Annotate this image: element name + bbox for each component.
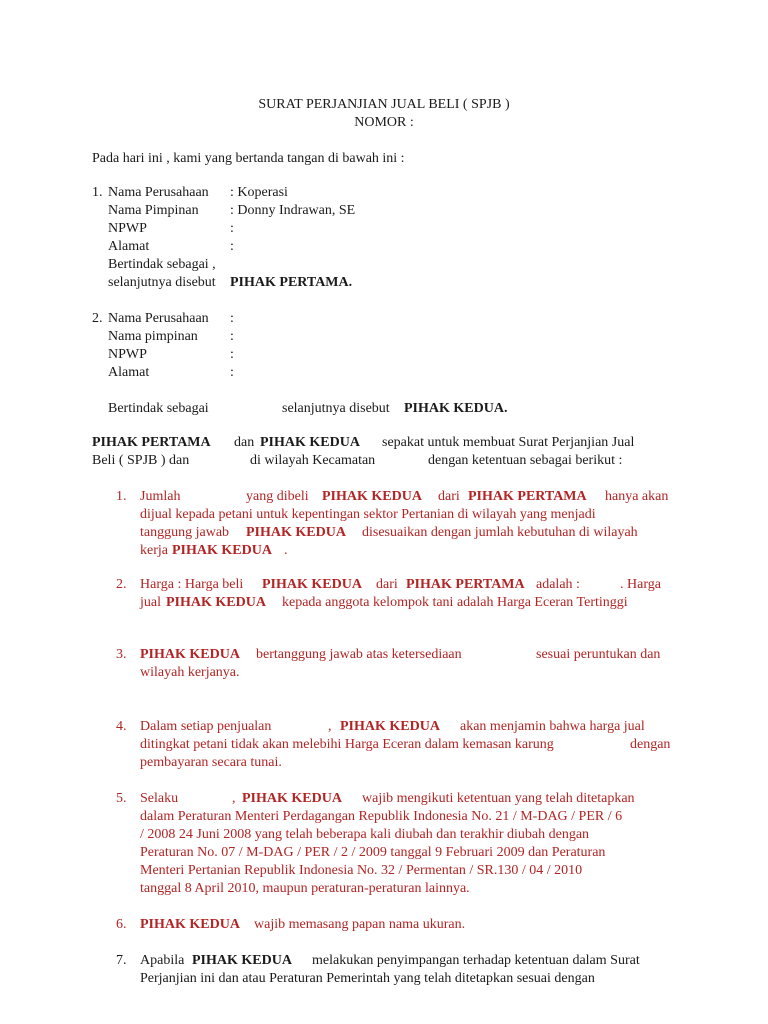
item3-party: PIHAK KEDUA <box>140 647 240 662</box>
item4-party: PIHAK KEDUA <box>340 719 440 734</box>
item1-party: PIHAK PERTAMA <box>468 489 587 504</box>
agreement-dan: dan <box>234 435 255 450</box>
agreement-line2b: di wilayah Kecamatan <box>250 453 376 468</box>
item1-text: . <box>284 543 288 558</box>
party2-role-name: PIHAK KEDUA. <box>404 401 508 416</box>
item4-text: pembayaran secara tunai. <box>140 755 282 770</box>
item1-party: PIHAK KEDUA <box>322 489 422 504</box>
item4-text: dengan <box>630 737 671 752</box>
item1-text: dijual kepada petani untuk kepentingan sektor Pertanian di wilayah yang menjadi <box>140 507 596 522</box>
party1-role-line: Bertindak sebagai , <box>108 257 216 272</box>
party1-label: Nama Perusahaan <box>108 185 209 200</box>
item4-text: Dalam setiap penjualan <box>140 719 272 734</box>
item2-party: PIHAK KEDUA <box>262 577 362 592</box>
party1-role-prefix: selanjutnya disebut <box>108 275 216 290</box>
party2-value: : <box>230 365 234 380</box>
item7-party: PIHAK KEDUA <box>192 953 292 968</box>
item5-text: Peraturan No. 07 / M-DAG / PER / 2 / 2009 tanggal 9 Februari 2009 dan Peraturan <box>140 845 606 860</box>
intro-text: Pada hari ini , kami yang bertanda tangan di bawah ini : <box>92 151 405 166</box>
item5-text: tanggal 8 April 2010, maupun peraturan-peraturan lainnya. <box>140 881 470 896</box>
party1-value: : Koperasi <box>230 185 288 200</box>
item1-text: tanggung jawab <box>140 525 230 540</box>
item2-text: kepada anggota kelompok tani adalah Harga Eceran Tertinggi <box>282 595 628 610</box>
item3-text: sesuai peruntukan dan <box>536 647 661 662</box>
item5-text: wajib mengikuti ketentuan yang telah ditetapkan <box>362 791 635 806</box>
item1-text: hanya akan <box>605 489 669 504</box>
item5-text: / 2008 24 Juni 2008 yang telah beberapa kali diubah dan terakhir diubah dengan <box>140 827 590 842</box>
party2-role-b: selanjutnya disebut <box>282 401 390 416</box>
party1-label: Alamat <box>108 239 150 254</box>
party1-label: Nama Pimpinan <box>108 203 199 218</box>
item1-text: disesuaikan dengan jumlah kebutuhan di wilayah <box>362 525 638 540</box>
item3-text: wilayah kerjanya. <box>140 665 240 680</box>
party1-value: : Donny Indrawan, SE <box>230 203 356 218</box>
item2-party: PIHAK KEDUA <box>166 595 266 610</box>
item2-text: . Harga <box>620 577 661 592</box>
item-number: 5. <box>116 791 127 806</box>
party1-value: : <box>230 239 234 254</box>
item-number: 4. <box>116 719 127 734</box>
item2-text: jual <box>140 595 161 610</box>
party2-label: Nama Perusahaan <box>108 311 209 326</box>
agreement-party2: PIHAK KEDUA <box>260 435 360 450</box>
party1-label: NPWP <box>108 221 147 236</box>
item-number: 7. <box>116 953 127 968</box>
item5-text: Menteri Pertanian Republik Indonesia No. 32 / Permentan / SR.130 / 04 / 2010 <box>140 863 583 878</box>
item5-text: , <box>232 791 236 806</box>
item-number: 6. <box>116 917 127 932</box>
document-title: SURAT PERJANJIAN JUAL BELI ( SPJB ) <box>258 97 510 112</box>
item5-text: Selaku <box>140 791 179 806</box>
party2-label: Alamat <box>108 365 150 380</box>
item1-party: PIHAK KEDUA <box>246 525 346 540</box>
item1-text: yang dibeli <box>246 489 309 504</box>
item7-text: Apabila <box>140 953 185 968</box>
item3-text: bertanggung jawab atas ketersediaan <box>256 647 462 662</box>
item4-text: akan menjamin bahwa harga jual <box>460 719 645 734</box>
document-number: NOMOR : <box>354 115 414 130</box>
item2-text: dari <box>376 577 398 592</box>
item4-text: ditingkat petani tidak akan melebihi Harga Eceran dalam kemasan karung <box>140 737 554 752</box>
party2-value: : <box>230 329 234 344</box>
party2-value: : <box>230 311 234 326</box>
party2-role-a: Bertindak sebagai <box>108 401 209 416</box>
party2-label: Nama pimpinan <box>108 329 198 344</box>
party2-number: 2. <box>92 311 103 326</box>
item6-party: PIHAK KEDUA <box>140 917 240 932</box>
item2-party: PIHAK PERTAMA <box>406 577 525 592</box>
party2-value: : <box>230 347 234 362</box>
agreement-line2c: dengan ketentuan sebagai berikut : <box>428 453 623 468</box>
party1-number: 1. <box>92 185 103 200</box>
party1-role-name: PIHAK PERTAMA. <box>230 275 353 290</box>
item5-text: dalam Peraturan Menteri Perdagangan Republik Indonesia No. 21 / M-DAG / PER / 6 <box>140 809 623 824</box>
agreement-line2a: Beli ( SPJB ) dan <box>92 453 190 468</box>
item7-text: melakukan penyimpangan terhadap ketentuan dalam Surat <box>312 953 640 968</box>
item7-text: Perjanjian ini dan atau Peraturan Pemerintah yang telah ditetapkan sesuai dengan <box>140 971 595 986</box>
item2-text: Harga : Harga beli <box>140 577 244 592</box>
agreement-text: sepakat untuk membuat Surat Perjanjian Jual <box>382 435 635 450</box>
party1-value: : <box>230 221 234 236</box>
party2-label: NPWP <box>108 347 147 362</box>
item5-party: PIHAK KEDUA <box>242 791 342 806</box>
item-number: 3. <box>116 647 127 662</box>
item-number: 2. <box>116 577 127 592</box>
item6-text: wajib memasang papan nama ukuran. <box>254 917 466 932</box>
item1-text: Jumlah <box>140 489 181 504</box>
item-number: 1. <box>116 489 127 504</box>
item1-party: PIHAK KEDUA <box>172 543 272 558</box>
item1-text: kerja <box>140 543 168 558</box>
item1-text: dari <box>438 489 460 504</box>
item4-text: , <box>328 719 332 734</box>
agreement-party1: PIHAK PERTAMA <box>92 435 211 450</box>
item2-text: adalah : <box>536 577 580 592</box>
